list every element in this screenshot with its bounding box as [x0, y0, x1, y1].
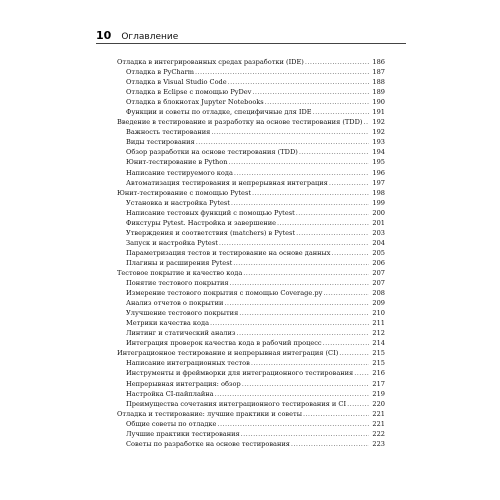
toc-entry-title: Непрерывная интеграция: обзор: [126, 379, 241, 388]
toc-subsection-entry: [117, 258, 385, 268]
toc-dot-leader: [219, 238, 369, 248]
toc-entry-page-number: 197: [372, 178, 385, 187]
toc-entry-page-number: 199: [372, 198, 385, 207]
toc-subsection-entry: [117, 107, 385, 117]
toc-entry-page-number: 187: [372, 68, 385, 77]
toc-entry-page-number: 221: [372, 409, 385, 418]
toc-subsection-entry: [117, 77, 385, 87]
toc-section-entry: [117, 188, 385, 198]
toc-dot-leader: [339, 348, 369, 358]
toc-dot-leader: [196, 137, 369, 147]
toc-entry-page-number: 223: [372, 439, 385, 448]
toc-entry-page-number: 195: [372, 158, 385, 167]
toc-dot-leader: [243, 268, 369, 278]
toc-entry-page-number: 215: [372, 349, 385, 358]
toc-entry-page-number: 212: [372, 329, 385, 338]
toc-entry-page-number: 192: [372, 128, 385, 137]
toc-entry-page-number: 207: [372, 268, 385, 277]
toc-entry-page-number: 188: [372, 78, 385, 87]
toc-subsection-entry: [117, 97, 385, 107]
toc-dot-leader: [299, 147, 369, 157]
toc-entry-page-number: 198: [372, 188, 385, 197]
toc-dot-leader: [303, 409, 369, 419]
toc-entry-title: Отладка в PyCharm: [126, 68, 194, 77]
toc-entry-title: Преимущества сочетания интеграционного тестирования и CI: [126, 399, 347, 408]
toc-subsection-entry: [117, 358, 385, 368]
toc-subsection-entry: [117, 419, 385, 429]
toc-entry-title: Юнит-тестирование в Python: [126, 158, 228, 167]
toc-entry-page-number: 222: [372, 429, 385, 438]
toc-entry-title: Лучшие практики тестирования: [126, 429, 240, 438]
toc-entry-title: Утверждения и соответствия (matchers) в Pytest: [126, 228, 296, 237]
toc-entry-page-number: 207: [372, 279, 385, 288]
toc-entry-title: Запуск и настройка Pytest: [126, 238, 218, 247]
toc-entry-title: Тестовое покрытие и качество кода: [117, 268, 243, 277]
toc-dot-leader: [305, 57, 369, 67]
toc-dot-leader: [233, 258, 369, 268]
toc-subsection-entry: [117, 318, 385, 328]
toc-dot-leader: [354, 368, 369, 378]
toc-subsection-entry: [117, 87, 385, 97]
toc-entry-title: Фикстуры Pytest. Настройка и завершение: [126, 218, 277, 227]
toc-subsection-entry: [117, 147, 385, 157]
toc-subsection-entry: [117, 328, 385, 338]
toc-entry-title: Параметризация тестов и тестирование на основе данных: [126, 248, 331, 257]
toc-entry-page-number: 221: [372, 419, 385, 428]
toc-entry-title: Отладка в Visual Studio Code: [126, 78, 227, 87]
toc-dot-leader: [323, 338, 369, 348]
toc-subsection-entry: [117, 127, 385, 137]
toc-dot-leader: [323, 288, 369, 298]
toc-entry-page-number: 203: [372, 228, 385, 237]
toc-dot-leader: [217, 419, 369, 429]
toc-entry-title: Понятие тестового покрытия: [126, 279, 229, 288]
toc-dot-leader: [234, 168, 369, 178]
toc-dot-leader: [211, 127, 369, 137]
toc-subsection-entry: [117, 168, 385, 178]
toc-entry-page-number: 200: [372, 208, 385, 217]
running-head: [96, 29, 406, 43]
toc-entry-title: Линтинг и статический анализ: [126, 329, 236, 338]
toc-entry-page-number: 205: [372, 248, 385, 257]
toc-entry-title: Важность тестирования: [126, 128, 211, 137]
toc-dot-leader: [242, 379, 369, 389]
toc-entry-title: Общие советы по отладке: [126, 419, 217, 428]
toc-section-entry: [117, 57, 385, 67]
toc-subsection-entry: [117, 137, 385, 147]
toc-dot-leader: [231, 198, 369, 208]
toc-subsection-entry: [117, 379, 385, 389]
toc-entry-title: Плагины и расширения Pytest: [126, 258, 233, 267]
toc-subsection-entry: [117, 298, 385, 308]
toc-entry-title: Написание тестовых функций с помощью Pytest: [126, 208, 295, 217]
toc-entry-title: Виды тестирования: [126, 138, 195, 147]
toc-entry-page-number: 191: [372, 108, 385, 117]
toc-entry-title: Отладка в интегрированных средах разработки (IDE): [117, 58, 304, 66]
toc-entry-title: Функции и советы по отладке, специфичные для IDE: [126, 108, 312, 117]
toc-entry-page-number: 208: [372, 289, 385, 298]
toc-subsection-entry: [117, 157, 385, 167]
toc-entry-title: Написание интеграционных тестов: [126, 359, 250, 368]
toc-subsection-entry: [117, 178, 385, 188]
toc-entry-title: Анализ отчетов о покрытии: [126, 299, 224, 308]
toc-entry-page-number: 189: [372, 88, 385, 97]
toc-subsection-entry: [117, 308, 385, 318]
toc-dot-leader: [251, 358, 369, 368]
toc-dot-leader: [224, 298, 369, 308]
toc-entry-title: Отладка в блокнотах Jupyter Notebooks: [126, 98, 264, 107]
toc-subsection-entry: [117, 208, 385, 218]
toc-entry-page-number: 194: [372, 148, 385, 157]
toc-dot-leader: [296, 228, 369, 238]
toc-entry-title: Советы по разработке на основе тестирования: [126, 439, 290, 448]
toc-subsection-entry: [117, 218, 385, 228]
toc-entry-page-number: 201: [372, 218, 385, 227]
toc-entry-title: Метрики качества кода: [126, 319, 210, 328]
toc-subsection-entry: [117, 368, 385, 378]
toc-dot-leader: [329, 178, 369, 188]
toc-entry-page-number: 209: [372, 299, 385, 308]
toc-entry-page-number: 211: [372, 319, 385, 328]
toc-subsection-entry: [117, 338, 385, 348]
toc-entry-page-number: 219: [372, 389, 385, 398]
running-head-title: Оглавление: [121, 32, 179, 42]
toc-entry-title: Отладка в Eclipse с помощью PyDev: [126, 88, 252, 97]
toc-entry-page-number: 190: [372, 98, 385, 107]
toc-entry-page-number: 215: [372, 359, 385, 368]
toc-dot-leader: [252, 188, 369, 198]
toc-subsection-entry: [117, 429, 385, 439]
toc-entry-page-number: 193: [372, 138, 385, 147]
toc-entry-page-number: 210: [372, 309, 385, 318]
toc-entry-title: Обзор разработки на основе тестирования (TDD): [126, 148, 298, 157]
toc-entry-page-number: 206: [372, 258, 385, 267]
toc-entry-page-number: 214: [372, 339, 385, 348]
toc-dot-leader: [195, 67, 369, 77]
toc-entry-title: Установка и настройка Pytest: [126, 198, 230, 207]
toc-entry-title: Настройка CI-пайплайна: [126, 389, 214, 398]
toc-dot-leader: [265, 97, 369, 107]
toc-subsection-entry: [117, 198, 385, 208]
toc-dot-leader: [313, 107, 369, 117]
toc-dot-leader: [229, 157, 369, 167]
toc-subsection-entry: [117, 238, 385, 248]
toc-dot-leader: [210, 318, 369, 328]
toc-dot-leader: [296, 208, 369, 218]
toc-entry-title: Улучшение тестового покрытия: [126, 309, 239, 318]
toc-subsection-entry: [117, 399, 385, 409]
toc-subsection-entry: [117, 67, 385, 77]
toc-subsection-entry: [117, 389, 385, 399]
toc-dot-leader: [291, 439, 369, 449]
toc-dot-leader: [277, 218, 369, 228]
toc-dot-leader: [230, 278, 369, 288]
toc-section-entry: [117, 268, 385, 278]
toc-entry-title: Написание тестируемого кода: [126, 168, 233, 177]
toc-dot-leader: [241, 429, 369, 439]
toc-section-entry: [117, 348, 385, 358]
toc-dot-leader: [252, 87, 369, 97]
toc-subsection-entry: [117, 439, 385, 449]
toc-entry-title: Введение в тестирование и разработку на основе тестирования (TDD): [117, 118, 363, 127]
toc-subsection-entry: [117, 278, 385, 288]
toc-dot-leader: [236, 328, 369, 338]
toc-subsection-entry: [117, 228, 385, 238]
toc-section-entry: [117, 409, 385, 419]
toc-entry-page-number: 220: [372, 399, 385, 408]
toc-entry-title: Юнит-тестирование с помощью Pytest: [117, 188, 251, 197]
toc-entry-title: Интеграция проверок качества кода в рабочий процесс: [126, 339, 322, 348]
toc-entry-title: Отладка и тестирование: лучшие практики и советы: [117, 409, 302, 418]
toc-dot-leader: [228, 77, 369, 87]
toc-entry-title: Измерение тестового покрытия с помощью Coverage.py: [126, 289, 323, 298]
toc-entry-title: Интеграционное тестирование и непрерывная интеграция (CI): [117, 349, 339, 358]
toc-dot-leader: [215, 389, 369, 399]
toc-entry-title: Инструменты и фреймворки для интеграционного тестирования: [126, 369, 354, 378]
toc-entry-title: Автоматизация тестирования и непрерывная интеграция: [126, 178, 328, 187]
toc-section-entry: [117, 117, 385, 127]
toc-entry-page-number: 204: [372, 238, 385, 247]
toc-entry-page-number: 192: [372, 118, 385, 127]
toc-entry-page-number: 216: [372, 369, 385, 378]
toc-entry-page-number: 186: [372, 58, 385, 66]
toc-dot-leader: [239, 308, 369, 318]
toc-dot-leader: [347, 399, 369, 409]
table-of-contents: [117, 57, 385, 449]
toc-subsection-entry: [117, 288, 385, 298]
toc-entry-page-number: 196: [372, 168, 385, 177]
page-number: 10: [96, 29, 112, 42]
toc-entry-page-number: 217: [372, 379, 385, 388]
toc-dot-leader: [332, 248, 369, 258]
header-rule: [96, 43, 406, 44]
toc-subsection-entry: [117, 248, 385, 258]
